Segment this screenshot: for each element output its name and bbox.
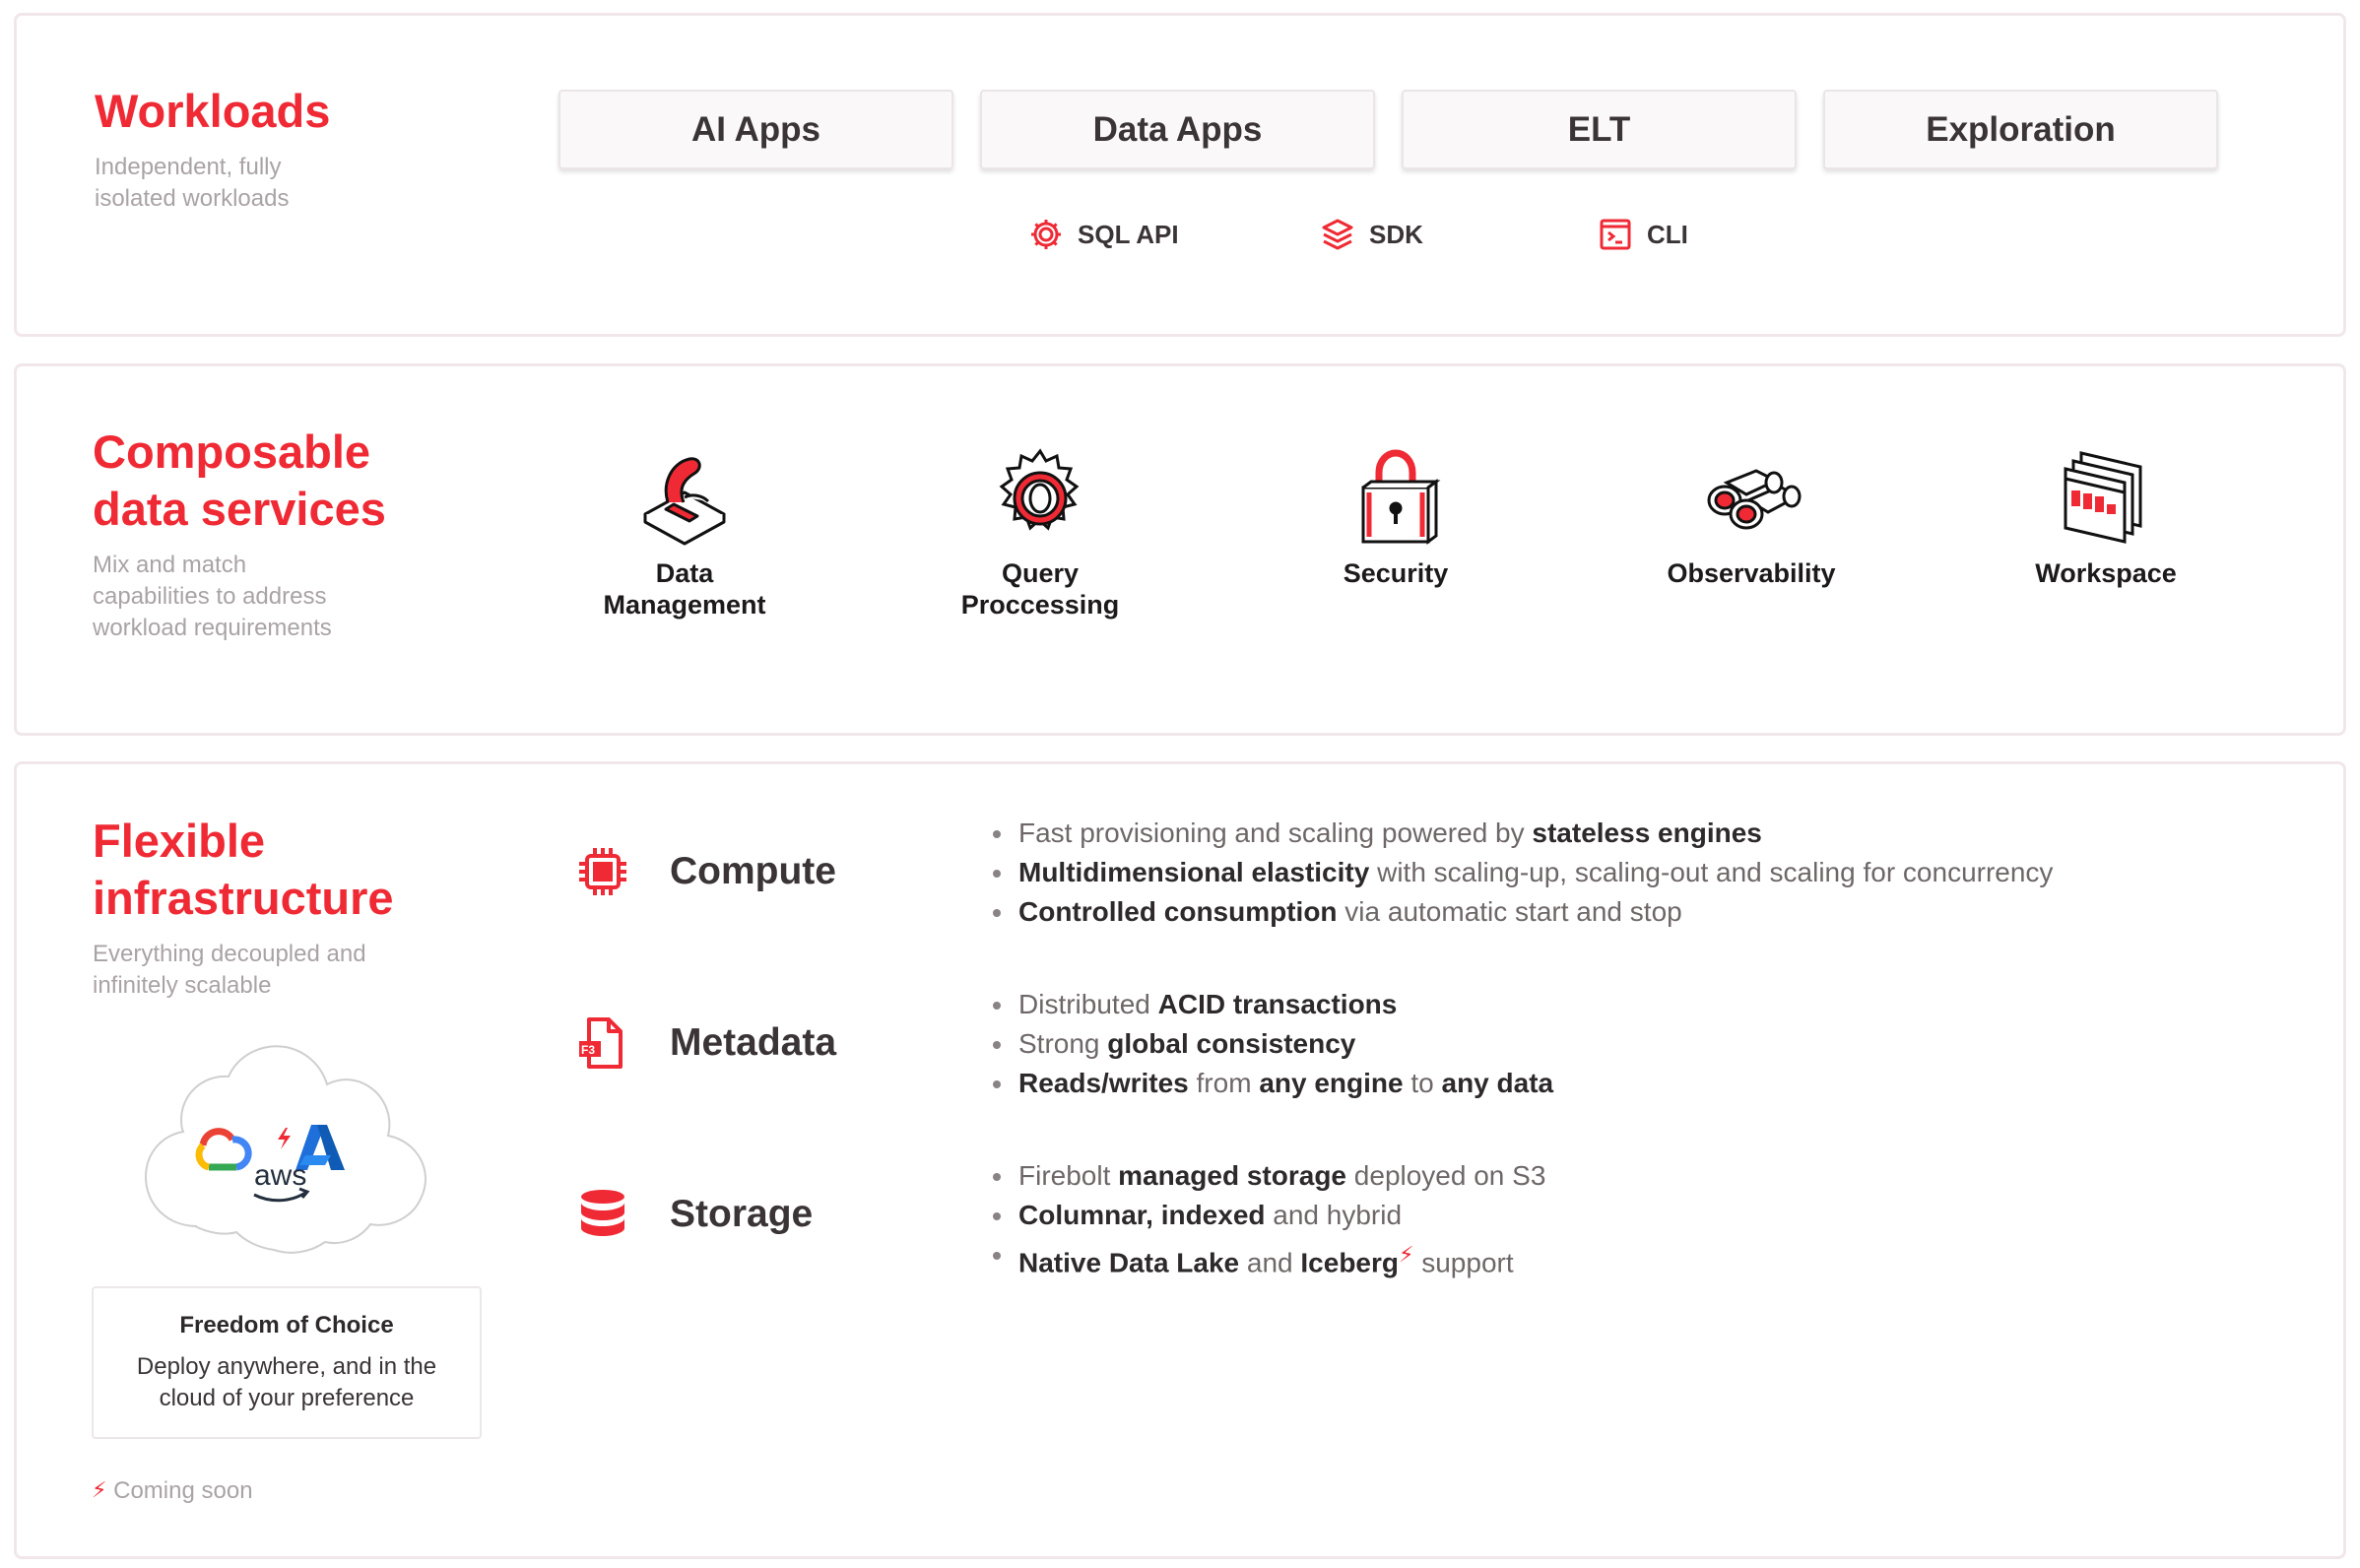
infrastructure-subtitle (93, 939, 366, 1002)
service-label: Security (1343, 558, 1449, 588)
binoculars-icon (1697, 443, 1805, 552)
list-item: Distributed ACID transactions (987, 985, 1553, 1024)
list-item: Strong global consistency (987, 1024, 1553, 1064)
service-query-processing[interactable] (892, 443, 1188, 621)
database-icon (575, 1187, 630, 1242)
list-item: Columnar, indexed and hybrid (987, 1196, 1545, 1235)
compute-bullets (987, 814, 2053, 932)
terminal-icon (1598, 217, 1633, 252)
list-item: Reads/writes from any engine to any data (987, 1064, 1553, 1103)
sql-api-item[interactable] (1028, 217, 1179, 252)
metadata-label: Metadata (670, 1021, 837, 1064)
workloads-subtitle (95, 152, 289, 215)
freedom-title: Freedom of Choice (179, 1312, 394, 1339)
list-item: Controlled consumption via automatic start and stop (987, 892, 2053, 932)
exploration-button[interactable]: Exploration (1823, 90, 2218, 169)
workloads-panel (14, 13, 2346, 337)
layers-icon (1320, 217, 1355, 252)
service-label: Workspace (2035, 558, 2177, 588)
service-label: Query Proccessing (960, 558, 1120, 620)
services-subtitle-line2: capabilities to address (93, 583, 327, 610)
service-data-management[interactable] (537, 443, 832, 621)
services-subtitle (93, 550, 332, 644)
services-title-line1: Composable (93, 425, 371, 478)
freedom-body: Deploy anywhere, and in the cloud of your preference (136, 1353, 437, 1411)
service-label: Data Management (603, 558, 766, 620)
lightning-icon: ⚡ (92, 1477, 107, 1502)
aws-label: aws (254, 1159, 307, 1192)
workloads-title: Workloads (95, 85, 331, 137)
list-item: Multidimensional elasticity with scaling-up, scaling-out and scaling for concurrency (987, 853, 2053, 892)
file-f3-icon (575, 1015, 630, 1071)
storage-layer[interactable] (575, 1187, 813, 1242)
workloads-subtitle-line1: Independent, fully (95, 154, 282, 180)
cli-item[interactable] (1598, 217, 1688, 252)
coming-soon-label: Coming soon (113, 1477, 253, 1504)
metadata-bullets (987, 985, 1553, 1103)
multi-cloud-icon (138, 1029, 438, 1256)
service-workspace[interactable] (1958, 443, 2254, 589)
storage-bullets (987, 1156, 1545, 1282)
workloads-subtitle-line2: isolated workloads (95, 185, 290, 212)
infrastructure-title (93, 813, 394, 927)
infrastructure-subtitle-line2: infinitely scalable (93, 972, 272, 999)
metadata-layer[interactable] (575, 1015, 836, 1071)
workspace-icon (2052, 443, 2160, 552)
service-observability[interactable] (1604, 443, 1899, 589)
sql-api-label: SQL API (1078, 219, 1179, 249)
list-item: Native Data Lake and Iceberg⚡ support (987, 1235, 1545, 1282)
infrastructure-title-line1: Flexible (93, 815, 266, 867)
coming-soon-note (92, 1477, 253, 1505)
svg-text:F3: F3 (581, 1043, 596, 1057)
elt-button[interactable]: ELT (1402, 90, 1797, 169)
services-title (93, 424, 386, 538)
service-security[interactable] (1248, 443, 1543, 589)
sdk-label: SDK (1369, 219, 1423, 249)
ai-apps-button[interactable]: AI Apps (558, 90, 953, 169)
services-title-line2: data services (93, 483, 386, 535)
sdk-item[interactable] (1320, 217, 1423, 252)
services-subtitle-line3: workload requirements (93, 615, 332, 641)
service-label: Observability (1667, 558, 1836, 588)
query-processing-icon (986, 443, 1094, 552)
gear-icon (1028, 217, 1064, 252)
infrastructure-title-line2: infrastructure (93, 872, 394, 924)
freedom-of-choice-card (92, 1286, 482, 1439)
cli-label: CLI (1647, 219, 1688, 249)
data-apps-button[interactable]: Data Apps (980, 90, 1375, 169)
lightning-icon: ⚡ (1399, 1242, 1414, 1267)
chip-icon (575, 844, 630, 899)
services-subtitle-line1: Mix and match (93, 552, 247, 578)
compute-layer[interactable] (575, 844, 836, 899)
data-management-icon (630, 443, 739, 552)
storage-label: Storage (670, 1193, 814, 1235)
compute-label: Compute (670, 850, 836, 892)
list-item: Fast provisioning and scaling powered by stateless engines (987, 814, 2053, 853)
infrastructure-subtitle-line1: Everything decoupled and (93, 941, 366, 967)
list-item: Firebolt managed storage deployed on S3 (987, 1156, 1545, 1196)
padlock-icon (1342, 443, 1450, 552)
